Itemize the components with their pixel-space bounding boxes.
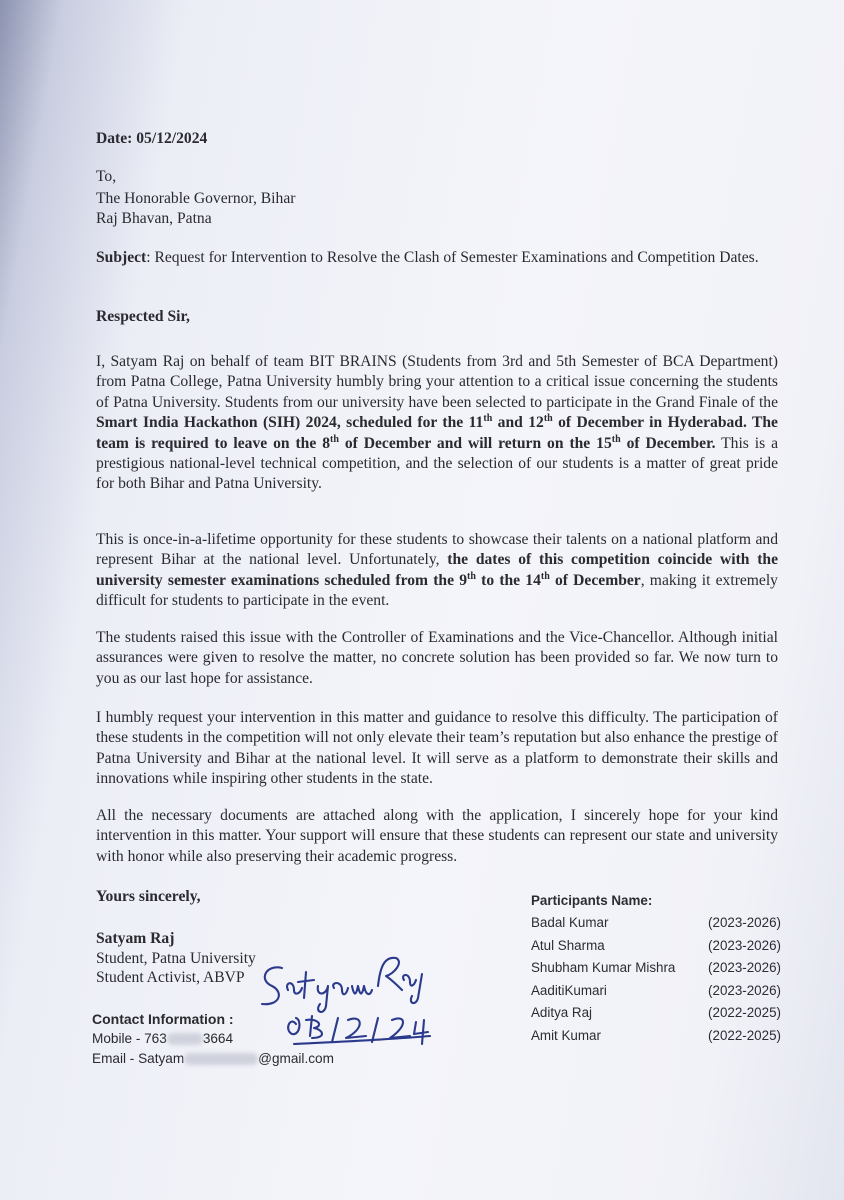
participants-heading: Participants Name: (531, 893, 653, 908)
mobile-prefix: Mobile - 763 (92, 1031, 167, 1046)
sender-line-2: Student Activist, ABVP (96, 969, 245, 986)
participant-name: AaditiKumari (531, 982, 607, 998)
participant-row (531, 957, 781, 980)
paragraph-1-bold: and 12 (492, 414, 544, 432)
superscript: th (483, 413, 493, 425)
email-suffix: @gmail.com (258, 1051, 334, 1066)
sender-name: Satyam Raj (96, 930, 175, 947)
contact-mobile (92, 1028, 233, 1050)
paragraph-2-text: , making it extremely difficult for students to participate in the event. (96, 571, 778, 610)
participant-name: Amit Kumar (531, 1027, 601, 1043)
participant-years: (2023-2026) (708, 960, 781, 976)
contact-email (92, 1048, 334, 1070)
paragraph-1-bold: of December in Hyderabad. The team is required to leave on the 8 (96, 414, 778, 452)
paragraph-1 (96, 352, 778, 495)
redaction-blur (184, 1053, 258, 1065)
participant-name: Aditya Raj (531, 1005, 593, 1021)
mobile-suffix: 3664 (202, 1031, 234, 1046)
paragraph-1-bold: of December and will return on the 15 (338, 434, 612, 452)
subject-label: Subject (96, 249, 147, 266)
handwritten-signature (254, 946, 434, 1046)
superscript: th (543, 413, 553, 425)
paragraph-2-bold: the dates of this competition coincide with the university semester examinations scheduled from the 9 (96, 551, 779, 589)
salutation: Respected Sir, (96, 308, 190, 325)
participant-years: (2022-2025) (708, 1027, 781, 1043)
paragraph-2 (96, 530, 778, 612)
subject-line (96, 248, 778, 268)
participants-list (531, 890, 781, 1048)
addressee-line-2: Raj Bhavan, Patna (96, 210, 212, 227)
subject-text: : Request for Intervention to Resolve the Clash of Semester Examinations and Competition Dates. (146, 249, 759, 266)
participant-years: (2022-2025) (708, 1005, 781, 1021)
redaction-blur (167, 1033, 203, 1045)
paragraph-1-bold: of December. (620, 434, 716, 452)
participant-row (531, 1002, 781, 1025)
letter-date: Date: 05/12/2024 (96, 130, 208, 147)
email-prefix: Email - Satyam (92, 1051, 185, 1066)
participant-years: (2023-2026) (708, 937, 781, 953)
superscript: th (467, 570, 476, 582)
to-line: To, (96, 168, 117, 185)
participant-name: Badal Kumar (531, 915, 609, 930)
paragraph-1-bold: Smart India Hackathon (SIH) 2024, scheduled for the 11 (96, 414, 484, 432)
paragraph-1-text: I, Satyam Raj on behalf of team BIT BRAINS (Students from 3rd and 5th Semester of BCA Department) from Patna College, Patna University humbly bring your attention to a critical issue concerning the students of Patna University. Students from our university have been selected to participate in the Grand Finale of the (96, 353, 778, 411)
participant-row (531, 935, 781, 958)
paragraph-2-bold: of December (549, 571, 641, 589)
participant-name: Shubham Kumar Mishra (531, 960, 676, 976)
participant-row (531, 980, 781, 1003)
participant-years: (2023-2026) (708, 915, 781, 930)
sender-line-1: Student, Patna University (96, 950, 256, 967)
participant-years: (2023-2026) (708, 982, 781, 998)
superscript: th (540, 570, 550, 582)
superscript: th (611, 433, 621, 445)
participant-name: Atul Sharma (531, 937, 605, 953)
paragraph-3: The students raised this issue with the Controller of Examinations and the Vice-Chancellor. Although initial assurances were given to resolve the matter, no concrete solution has been provided so far. We now turn to you as our last hope for assistance. (96, 629, 778, 687)
paragraph-2-text: This is once-in-a-lifetime opportunity for these students to showcase their talents on a national platform and represent Bihar at the national level. Unfortunately, (96, 531, 778, 569)
participant-row (531, 912, 781, 935)
closing: Yours sincerely, (96, 888, 201, 905)
paragraph-5: All the necessary documents are attached along with the application, I sincerely hope for your kind intervention in this matter. Your support will ensure that these students can represent our state and university with honor while also preserving their academic progress. (96, 807, 778, 865)
paragraph-2-bold: to the 14 (475, 571, 541, 589)
paragraph-4: I humbly request your intervention in this matter and guidance to resolve this difficulty. The participation of these students in the competition will not only elevate their team’s reputation but also enhance the prestige of Patna University and Bihar at the national level. It will serve as a platform to demonstrate their skills and innovations while inspiring other students in the state. (96, 709, 778, 788)
contact-heading: Contact Information : (92, 1011, 234, 1027)
participant-row (531, 1025, 781, 1048)
superscript: th (330, 433, 339, 445)
paragraph-1-text: This is a prestigious national-level technical competition, and the selection of our students is a matter of great pride for both Bihar and Patna University. (96, 434, 778, 493)
addressee-line-1: The Honorable Governor, Bihar (96, 190, 296, 207)
